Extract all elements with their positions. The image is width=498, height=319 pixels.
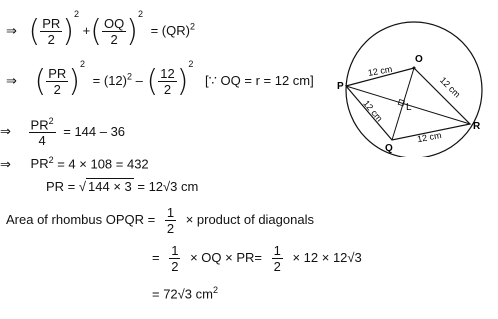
label-o: O bbox=[415, 54, 423, 65]
fraction-one-half: $\frac{1}{2}$ bbox=[273, 243, 281, 274]
fraction-12-over-2: $\frac{12}{2}$ bbox=[160, 66, 175, 98]
line-4: ⇒ $PR^2 = 4 \times 108 = 432$ bbox=[0, 155, 149, 172]
label-or: 12 cm bbox=[437, 75, 463, 100]
line-8: = 72√3 $cm^2$ bbox=[152, 285, 218, 302]
center-dot bbox=[413, 67, 416, 70]
label-l: L bbox=[406, 102, 412, 113]
label-q: Q bbox=[385, 143, 393, 154]
line-2: ⇒ ( $\frac{PR}{2}$ )$^2 = (12)^2$ – ( $\frac{12}{2}$ )$^2$ [∵ OQ = r = 12 cm] bbox=[6, 59, 314, 99]
circle bbox=[346, 22, 482, 157]
label-p: P bbox=[337, 81, 344, 92]
line-7: = $\frac{1}{2}$ × OQ × PR= $\frac{1}{2}$ × 12 × 12√3 bbox=[152, 243, 362, 274]
label-qr: 12 cm bbox=[416, 130, 443, 145]
implies-arrow: ⇒ bbox=[0, 123, 11, 139]
line-6: Area of rhombus OPQR = $\frac{1}{2}$ × product of diagonals bbox=[6, 205, 314, 236]
implies-arrow: ⇒ bbox=[6, 73, 17, 88]
implies-arrow: ⇒ bbox=[0, 156, 11, 172]
label-r: R bbox=[473, 121, 481, 132]
line-1: ⇒ ( $\frac{PR}{2}$ )$^2$ +( $\frac{OQ}{2}$ )$^2$ = (QR)$^2$ bbox=[6, 9, 195, 49]
fraction-one-half: $\frac{1}{2}$ bbox=[166, 205, 175, 236]
fraction-one-half: $\frac{1}{2}$ bbox=[171, 243, 179, 274]
rhombus-circle-diagram bbox=[328, 2, 498, 157]
label-op: 12 cm bbox=[367, 63, 394, 79]
fraction-pr-over-2: $\frac{PR}{2}$ bbox=[42, 16, 61, 48]
line-5: PR = √ 144 × 3 = 12√3 cm bbox=[46, 179, 199, 194]
line-3: ⇒ $\frac{PR^2}{4}$ = 144 – 36 bbox=[0, 116, 126, 149]
label-pq: 12 cm bbox=[361, 98, 385, 124]
fraction-pr2-over-4: $\frac{PR^2}{4}$ bbox=[30, 116, 54, 149]
implies-arrow: ⇒ bbox=[6, 23, 17, 38]
radicand: 144 × 3 bbox=[88, 179, 132, 194]
because-note: [∵ OQ = r = 12 cm] bbox=[205, 73, 314, 88]
fraction-pr-over-2: $\frac{PR}{2}$ bbox=[48, 66, 67, 98]
fraction-oq-over-2: $\frac{OQ}{2}$ bbox=[103, 16, 125, 48]
